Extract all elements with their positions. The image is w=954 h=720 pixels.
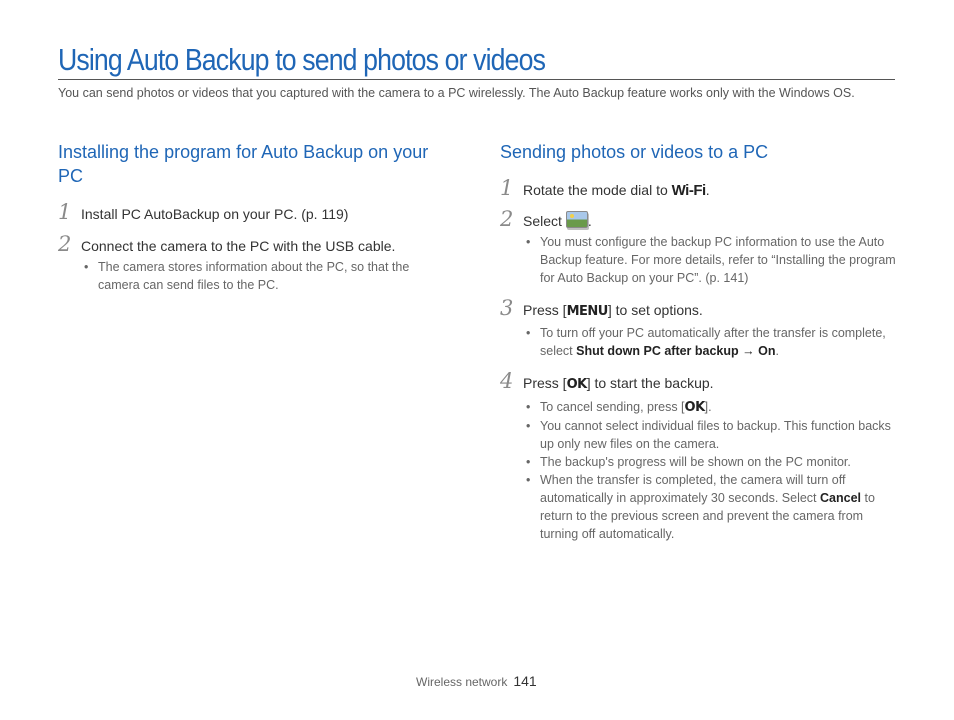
note-text: You cannot select individual files to backup. This function backs up only new files on the camera. xyxy=(540,419,891,451)
note-item: • When the transfer is completed, the camera will turn off automatically in approximately 30 seconds. Select Cancel to return to the previous screen and prevent the camera from turning off automatically. xyxy=(526,473,875,541)
send-step-3 xyxy=(500,296,900,360)
step-text xyxy=(523,211,900,231)
step-text-before: Select xyxy=(523,213,562,229)
step-text xyxy=(523,180,900,201)
left-column xyxy=(58,140,438,294)
note-item: • To cancel sending, press [OK]. xyxy=(526,400,712,415)
note-text: The camera stores information about the PC, so that the camera can send files to the PC. xyxy=(98,260,410,292)
step-number: 1 xyxy=(58,200,72,224)
auto-backup-icon xyxy=(566,211,588,228)
right-column xyxy=(500,140,900,543)
step-number: 1 xyxy=(500,176,514,200)
note-text-end: . xyxy=(775,344,779,358)
send-step-4 xyxy=(500,369,900,543)
note-item: • The backup's progress will be shown on the PC monitor. xyxy=(526,455,851,469)
step-text-after: ] to start the backup. xyxy=(586,375,714,391)
note-text: The backup's progress will be shown on the PC monitor. xyxy=(540,455,851,469)
ok-key-icon: OK xyxy=(684,400,705,415)
install-step-2 xyxy=(58,232,438,294)
wifi-mode-icon: Wi-Fi xyxy=(671,182,706,199)
send-step-2 xyxy=(500,207,900,287)
step-text xyxy=(523,300,900,322)
step-text: Connect the camera to the PC with the USB cable. xyxy=(81,238,396,254)
step-text-after: . xyxy=(705,182,710,198)
note-text-end: to return to the previous screen and prevent the camera from turning off automatically. xyxy=(540,491,875,541)
step-text-before: Rotate the mode dial to xyxy=(523,182,668,198)
page-title: Using Auto Backup to send photos or videos xyxy=(58,42,546,77)
step-text-before: Press [ xyxy=(523,302,567,318)
step-notes xyxy=(523,324,900,360)
step-notes xyxy=(81,258,438,294)
note-text: To cancel sending, press [ xyxy=(540,400,685,414)
menu-key-icon: MENU xyxy=(566,304,608,319)
note-text: When the transfer is completed, the camera will turn off automatically in approximately 30 seconds. Select xyxy=(540,473,846,505)
intro-paragraph: You can send photos or videos that you captured with the camera to a PC wirelessly. The Auto Backup feature works only with the Windows OS. xyxy=(58,86,855,100)
step-notes xyxy=(523,398,900,543)
note-text: You must configure the backup PC information to use the Auto Backup feature. For more details, refer to “Installing the program for Auto Backup on your PC”. (p. 141) xyxy=(540,235,896,285)
page-footer xyxy=(416,673,537,689)
step-text-after: ] to set options. xyxy=(607,302,703,318)
note-item: • You cannot select individual files to backup. This function backs up only new files on the camera. xyxy=(526,419,891,451)
ok-key-icon: OK xyxy=(566,377,587,392)
install-step-1 xyxy=(58,200,438,224)
send-step-1 xyxy=(500,176,900,201)
section-heading-install: Installing the program for Auto Backup on your PC xyxy=(58,142,429,186)
step-number: 3 xyxy=(500,296,514,320)
step-text-before: Press [ xyxy=(523,375,567,391)
step-notes xyxy=(523,233,900,287)
page-number: 141 xyxy=(513,673,537,689)
note-text: To turn off your PC automatically after the transfer is complete, select xyxy=(540,326,886,358)
footer-section: Wireless network xyxy=(416,675,508,689)
step-text-after: . xyxy=(587,213,592,229)
note-item: • To turn off your PC automatically after the transfer is complete, select Shut down PC after backup → On. xyxy=(526,326,886,358)
cancel-option: Cancel xyxy=(820,491,862,505)
note-item: • You must configure the backup PC information to use the Auto Backup feature. For more details, refer to “Installing the program for Auto Backup on your PC”. (p. 141) xyxy=(526,235,896,285)
step-number: 2 xyxy=(58,232,72,256)
note-text-end: ]. xyxy=(704,400,712,414)
note-item: • The camera stores information about the PC, so that the camera can send files to the PC. xyxy=(84,260,410,292)
step-text: Install PC AutoBackup on your PC. (p. 119) xyxy=(81,206,349,222)
step-number: 2 xyxy=(500,207,514,231)
title-divider xyxy=(58,79,895,80)
section-heading-sending: Sending photos or videos to a PC xyxy=(500,142,769,162)
menu-path: Shut down PC after backup → On xyxy=(576,344,776,358)
step-number: 4 xyxy=(500,369,514,393)
step-text xyxy=(523,373,900,395)
